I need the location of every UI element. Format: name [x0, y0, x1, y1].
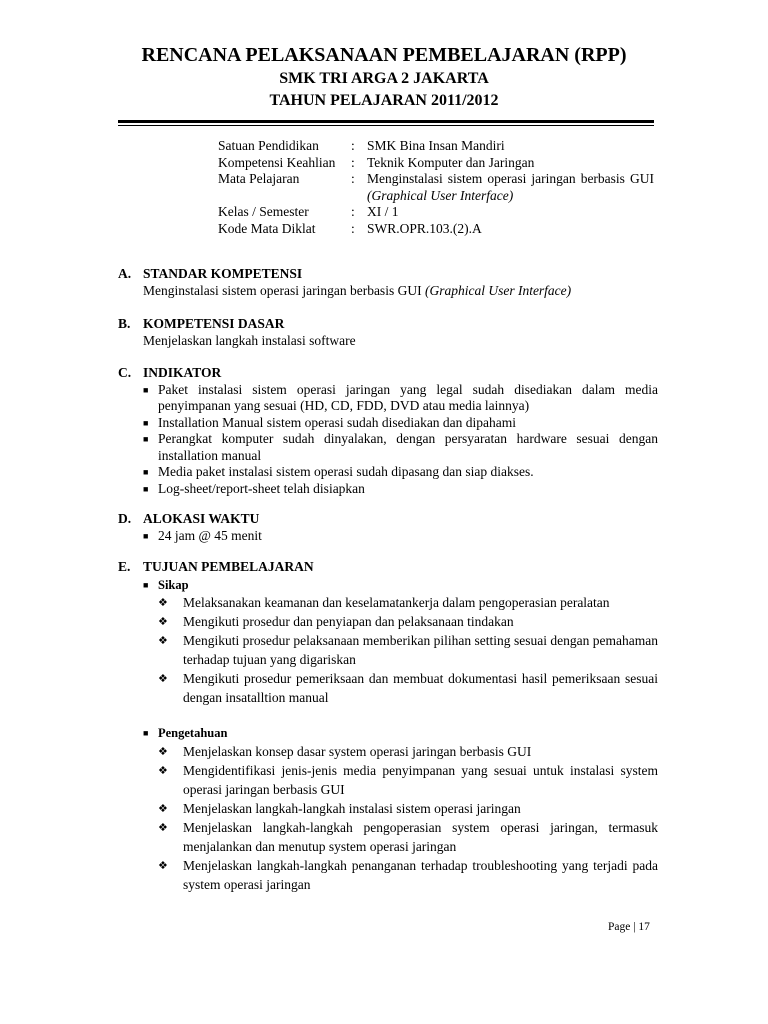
section-heading: STANDAR KOMPETENSI: [143, 266, 303, 281]
square-bullet-icon: ■: [143, 728, 149, 738]
list-item: ■ Paket instalasi sistem operasi jaringan yang legal sudah disediakan dalam media penyimpanan yang sesuai (HD, CD, FDD, DVD atau media lainnya): [143, 381, 658, 413]
identity-table: [218, 138, 658, 237]
document-title: RENCANA PELAKSANAAN PEMBELAJARAN (RPP): [141, 44, 627, 66]
list-item: ❖ Mengikuti prosedur pemeriksaan dan membuat dokumentasi hasil pemeriksaan sesuai dengan insatalltion manual: [158, 671, 658, 705]
meta-key: Kompetensi Keahlian: [218, 154, 336, 170]
section-tujuan-pembelajaran: [118, 559, 658, 894]
section-alokasi-waktu: [118, 511, 658, 544]
section-indikator: [118, 365, 658, 497]
diamond-bullet-icon: ❖: [158, 763, 168, 777]
list-item: ❖ Mengidentifikasi jenis-jenis media penyimpanan yang sesuai untuk instalasi system operasi jaringan berbasis GUI: [158, 762, 658, 797]
square-bullet-icon: ■: [143, 579, 149, 590]
list-item: ■ Installation Manual sistem operasi sudah disediakan dan dipahami: [143, 414, 517, 430]
section-kompetensi-dasar: [118, 316, 658, 349]
section-heading: KOMPETENSI DASAR: [143, 316, 285, 331]
meta-key: Kode Mata Diklat: [218, 220, 316, 236]
section-text: Menjelaskan langkah instalasi software: [143, 332, 356, 348]
subsection-pengetahuan: ■ Pengetahuan: [143, 726, 228, 740]
square-bullet-icon: ■: [143, 483, 149, 494]
header-divider-thick: [118, 120, 654, 123]
diamond-bullet-icon: ❖: [158, 634, 168, 647]
diamond-bullet-icon: ❖: [158, 744, 168, 758]
list-item: ■ 24 jam @ 45 menit: [143, 527, 262, 543]
subsection-sikap: ■ Sikap: [143, 577, 189, 592]
diamond-bullet-icon: ❖: [158, 596, 168, 609]
diamond-bullet-icon: ❖: [158, 820, 168, 834]
page-number: Page | 17: [608, 921, 650, 933]
list-item: ❖ Menjelaskan langkah-langkah instalasi sistem operasi jaringan: [158, 800, 521, 816]
list-item: ❖ Menjelaskan konsep dasar system operasi jaringan berbasis GUI: [158, 743, 532, 759]
section-heading: INDIKATOR: [143, 365, 222, 380]
meta-value: Menginstalasi sistem operasi jaringan berbasis GUI (Graphical User Interface): [367, 171, 654, 203]
meta-row: Kode Mata Diklat : SWR.OPR.103.(2).A: [218, 221, 658, 238]
section-letter: D.: [118, 511, 132, 526]
list-item: ❖ Menjelaskan langkah-langkah penanganan terhadap troubleshooting yang terjadi pada system operasi jaringan: [158, 857, 658, 892]
meta-value: SWR.OPR.103.(2).A: [367, 220, 482, 236]
meta-row: Satuan Pendidikan : SMK Bina Insan Mandiri: [218, 138, 658, 155]
meta-value: XI / 1: [367, 204, 399, 219]
meta-row: Kelas / Semester : XI / 1: [218, 204, 658, 221]
academic-year: TAHUN PELAJARAN 2011/2012: [269, 92, 499, 109]
meta-value: SMK Bina Insan Mandiri: [367, 138, 505, 153]
diamond-bullet-icon: ❖: [158, 672, 168, 685]
section-letter: E.: [118, 559, 131, 574]
square-bullet-icon: ■: [143, 467, 149, 477]
list-item: ❖ Melaksanakan keamanan dan keselamatankerja dalam pengoperasian peralatan: [158, 595, 610, 610]
section-text: Menginstalasi sistem operasi jaringan berbasis GUI (Graphical User Interface): [143, 282, 572, 298]
meta-row: Kompetensi Keahlian : Teknik Komputer dan Jaringan: [218, 155, 658, 172]
meta-key: Kelas / Semester: [218, 204, 309, 219]
list-item: ❖ Mengikuti prosedur pelaksanaan memberikan pilihan setting sesuai dengan pemahaman terhadap tujuan yang digariskan: [158, 633, 658, 667]
square-bullet-icon: ■: [143, 384, 149, 395]
section-standar-kompetensi: [118, 266, 658, 299]
meta-value: Teknik Komputer dan Jaringan: [367, 154, 535, 170]
list-item: ❖ Mengikuti prosedur dan penyiapan dan pelaksanaan tindakan: [158, 614, 514, 629]
section-heading: ALOKASI WAKTU: [143, 511, 260, 526]
square-bullet-icon: ■: [143, 417, 149, 428]
diamond-bullet-icon: ❖: [158, 858, 168, 872]
meta-key: Mata Pelajaran: [218, 171, 300, 186]
section-heading: TUJUAN PEMBELAJARAN: [143, 559, 314, 574]
square-bullet-icon: ■: [143, 434, 149, 444]
meta-key: Satuan Pendidikan: [218, 138, 319, 153]
square-bullet-icon: ■: [143, 530, 149, 541]
header-divider-thin: [118, 125, 654, 126]
diamond-bullet-icon: ❖: [158, 615, 168, 628]
list-item: ■ Media paket instalasi sistem operasi sudah dipasang dan siap diakses.: [143, 464, 534, 479]
section-letter: A.: [118, 266, 132, 281]
list-item: ■ Perangkat komputer sudah dinyalakan, dengan persyaratan hardware sesuai dengan installation manual: [143, 431, 658, 463]
school-name: SMK TRI ARGA 2 JAKARTA: [279, 70, 489, 87]
diamond-bullet-icon: ❖: [158, 801, 168, 815]
meta-row: Mata Pelajaran : Menginstalasi sistem operasi jaringan berbasis GUI (Graphical User Interface): [218, 171, 654, 203]
section-letter: B.: [118, 316, 131, 331]
list-item: ❖ Menjelaskan langkah-langkah pengoperasian system operasi jaringan, termasuk menjalankan dan menutup system operasi jaringan: [158, 819, 658, 854]
list-item: ■ Log-sheet/report-sheet telah disiapkan: [143, 480, 365, 496]
section-letter: C.: [118, 365, 132, 380]
